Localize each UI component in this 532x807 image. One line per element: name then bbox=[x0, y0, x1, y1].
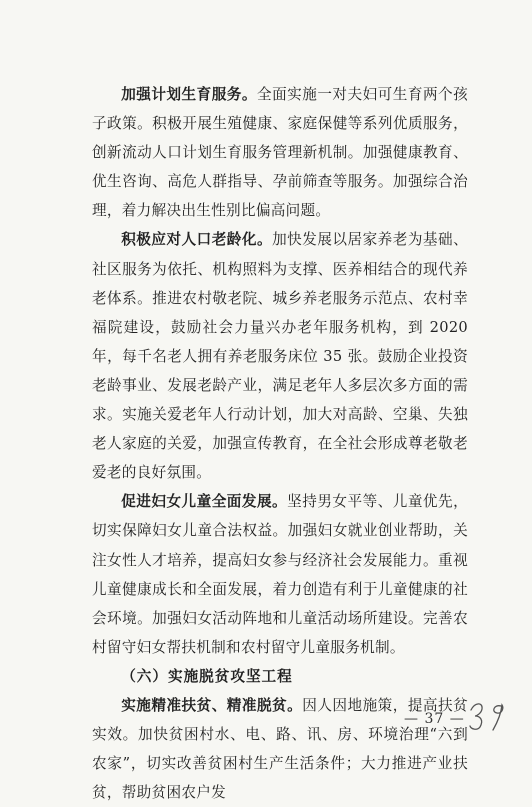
paragraph-lead: 促进妇女儿童全面发展。 bbox=[121, 493, 288, 511]
paragraph-text: 坚持男女平等、儿童优先，切实保障妇女儿童合法权益。加强妇女就业创业帮助，关注女性人才培养，提高妇女参与经济社会发展能力。重视儿童健康成长和全面发展，着力创造有利于儿童健康的社会环境。加强妇女活动阵地和儿童活动场所建设。完善农村留守妇女帮扶机制和农村留守儿童服务机制。 bbox=[92, 493, 468, 656]
handwritten-page-number bbox=[467, 698, 511, 732]
paragraph-family-planning bbox=[92, 80, 468, 225]
document-body bbox=[92, 80, 468, 807]
paragraph-text: 全面实施一对夫妇可生育两个孩子政策。积极开展生殖健康、家庭保健等系列优质服务，创新流动人口计划生育服务管理新机制。加强健康教育、优生咨询、高危人群指导、孕前筛查等服务。加强综合治理，着力解决出生性别比偏高问题。 bbox=[92, 86, 469, 220]
paragraph-lead: 加强计划生育服务。 bbox=[121, 86, 257, 103]
paragraph-text: 加快发展以居家养老为基础、社区服务为依托、机构照料为支撑、医养相结合的现代养老体系。推进农村敬老院、城乡养老服务示范点、农村幸福院建设，鼓励社会力量兴办老年服务机构，到 2020 年，每千名老人拥有养老服务床位 35 张。鼓励企业投资老龄事业、发展老龄产业，满足老年人多层次多方面的需求。实施关爱老年人行动计划，加大对高龄、空巢、失独老人家庭的关爱，加强宣传教育，在全社会形成尊老敬老爱老的良好氛围。 bbox=[92, 231, 468, 482]
paragraph-aging bbox=[92, 225, 468, 487]
paragraph-text: 因人因地施策，提高扶贫实效。加快贫困村水、电、路、讯、房、环境治理“六到农家”，切实改善贫困村生产生活条件；大力推进产业扶贫，帮助贫困农户发 bbox=[92, 696, 468, 802]
section-heading: （六）实施脱贫攻坚工程 bbox=[121, 667, 293, 685]
page-number: — 37 — bbox=[404, 711, 465, 727]
paragraph-lead: 实施精准扶贫、精准脱贫。 bbox=[121, 696, 303, 714]
paragraph-lead: 积极应对人口老龄化。 bbox=[121, 231, 273, 249]
handwritten-number-drawing bbox=[467, 698, 511, 732]
paragraph-poverty-alleviation bbox=[92, 691, 468, 807]
paragraph-women-children bbox=[92, 487, 468, 662]
